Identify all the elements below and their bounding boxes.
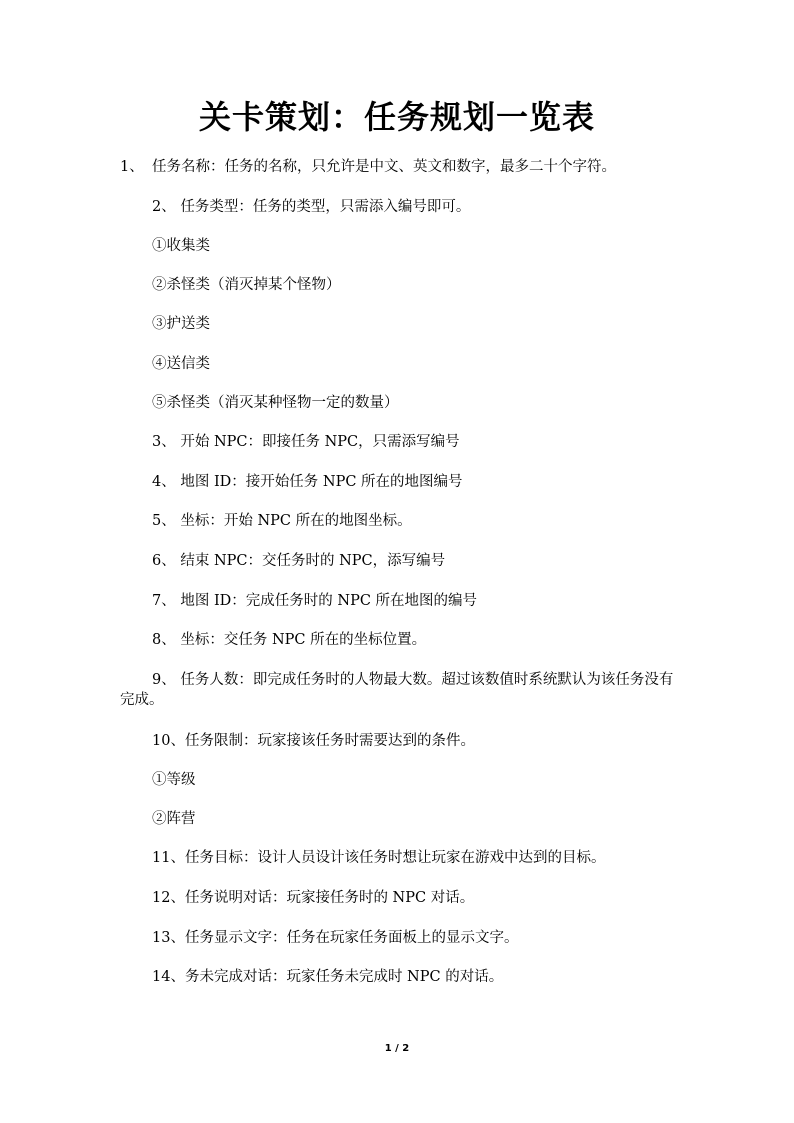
list-item-14: 14、务未完成对话：玩家任务未完成时 NPC 的对话。 bbox=[152, 969, 504, 985]
list-item-5: 5、 坐标：开始 NPC 所在的地图坐标。 bbox=[152, 513, 412, 529]
list-item-7: 7、 地图 ID：完成任务时的 NPC 所在地图的编号 bbox=[152, 593, 478, 609]
list-item-2: 2、 任务类型：任务的类型，只需添入编号即可。 bbox=[152, 199, 471, 215]
list-item-13: 13、任务显示文字：任务在玩家任务面板上的显示文字。 bbox=[152, 930, 519, 946]
page-number: 1 / 2 bbox=[384, 1043, 410, 1054]
list-subitem-collect: ①收集类 bbox=[152, 238, 210, 254]
list-item-1 bbox=[120, 157, 616, 177]
list-subitem-faction: ②阵营 bbox=[152, 811, 196, 827]
list-subitem-delivery: ④送信类 bbox=[152, 356, 210, 372]
list-item-text: 任务名称：任务的名称，只允许是中文、英文和数字，最多二十个字符。 bbox=[152, 159, 616, 175]
list-item-number: 1、 bbox=[120, 159, 144, 175]
list-item-9: 9、 任务人数：即完成任务时的人物最大数。超过该数值时系统默认为该任务没有完成。 bbox=[120, 672, 674, 708]
document-title: 关卡策划：任务规划一览表 bbox=[198, 98, 595, 136]
list-item-6: 6、 结束 NPC：交任务时的 NPC，添写编号 bbox=[152, 553, 446, 569]
list-item-11: 11、任务目标：设计人员设计该任务时想让玩家在游戏中达到的目标。 bbox=[152, 850, 606, 866]
list-subitem-level: ①等级 bbox=[152, 772, 196, 788]
list-subitem-kill-single: ②杀怪类（消灭掉某个怪物） bbox=[152, 277, 341, 293]
list-item-12: 12、任务说明对话：玩家接任务时的 NPC 对话。 bbox=[152, 890, 475, 906]
list-item-10: 10、任务限制：玩家接该任务时需要达到的条件。 bbox=[152, 733, 475, 749]
list-subitem-kill-quantity: ⑤杀怪类（消灭某种怪物一定的数量） bbox=[152, 395, 399, 411]
list-item-3: 3、 开始 NPC：即接任务 NPC，只需添写编号 bbox=[152, 434, 460, 450]
list-subitem-escort: ③护送类 bbox=[152, 316, 210, 332]
list-item-8: 8、 坐标：交任务 NPC 所在的坐标位置。 bbox=[152, 632, 427, 648]
list-item-4: 4、 地图 ID：接开始任务 NPC 所在的地图编号 bbox=[152, 474, 463, 490]
